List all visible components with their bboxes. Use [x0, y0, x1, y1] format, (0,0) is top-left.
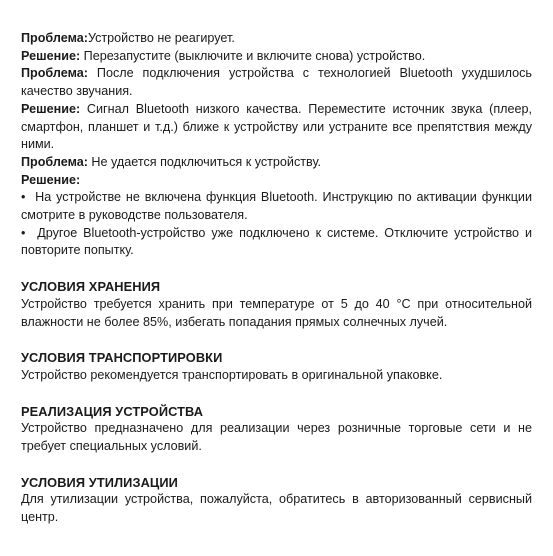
- solution-text: Сигнал Bluetooth низкого качества. Переместите источник звука (плеер, смартфон, планшет и т.д.) ближе к устройству или устраните все препятствия между ними.: [21, 101, 532, 152]
- problem-label: Проблема:: [21, 66, 88, 81]
- problem-text: Устройство не реагирует.: [87, 31, 235, 45]
- section-text-sales: Устройство предназначено для реализации через розничные торговые сети и не требует специальных условий.: [21, 421, 532, 454]
- problem-text: После подключения устройства с технологией Bluetooth ухудшилось качество звучания.: [21, 66, 532, 99]
- solution-bullet: • Другое Bluetooth-устройство уже подключено к системе. Отключите устройство и повторите попытку.: [21, 225, 532, 260]
- problem-line: [21, 65, 532, 100]
- solution-line: [21, 48, 532, 66]
- problem-line: [21, 154, 532, 172]
- solution-label: Решение:: [21, 48, 81, 63]
- solution-label: Решение:: [21, 101, 81, 116]
- solution-line: [21, 172, 532, 190]
- section-heading-sales: РЕАЛИЗАЦИЯ УСТРОЙСТВА: [21, 403, 204, 419]
- solution-text: Перезапустите (выключите и включите снова) устройство.: [80, 48, 426, 63]
- solution-line: [21, 101, 532, 154]
- section-text-transport: Устройство рекомендуется транспортировать в оригинальной упаковке.: [21, 367, 443, 382]
- problem-text: Не удается подключиться к устройству.: [87, 154, 321, 169]
- section-heading-disposal: УСЛОВИЯ УТИЛИЗАЦИИ: [21, 474, 178, 490]
- section-heading-storage: УСЛОВИЯ ХРАНЕНИЯ: [21, 279, 161, 295]
- problem-label: Проблема:: [21, 154, 88, 169]
- solution-bullet: • На устройстве не включена функция Bluetooth. Инструкцию по активации функции смотрите в руководстве пользователя.: [21, 189, 532, 224]
- section-text-storage: Устройство требуется хранить при температуре от 5 до 40 °С при относительной влажности не более 85%, избегать попадания прямых солнечных лучей.: [21, 296, 532, 329]
- section-heading-transport: УСЛОВИЯ ТРАНСПОРТИРОВКИ: [21, 350, 223, 366]
- document-page: [21, 30, 532, 527]
- problem-label: Проблема:: [21, 31, 88, 45]
- section-text-disposal: Для утилизации устройства, пожалуйста, обратитесь в авторизованный сервисный центр.: [21, 492, 532, 525]
- problem-line: [21, 30, 532, 48]
- solution-label: Решение:: [21, 172, 81, 187]
